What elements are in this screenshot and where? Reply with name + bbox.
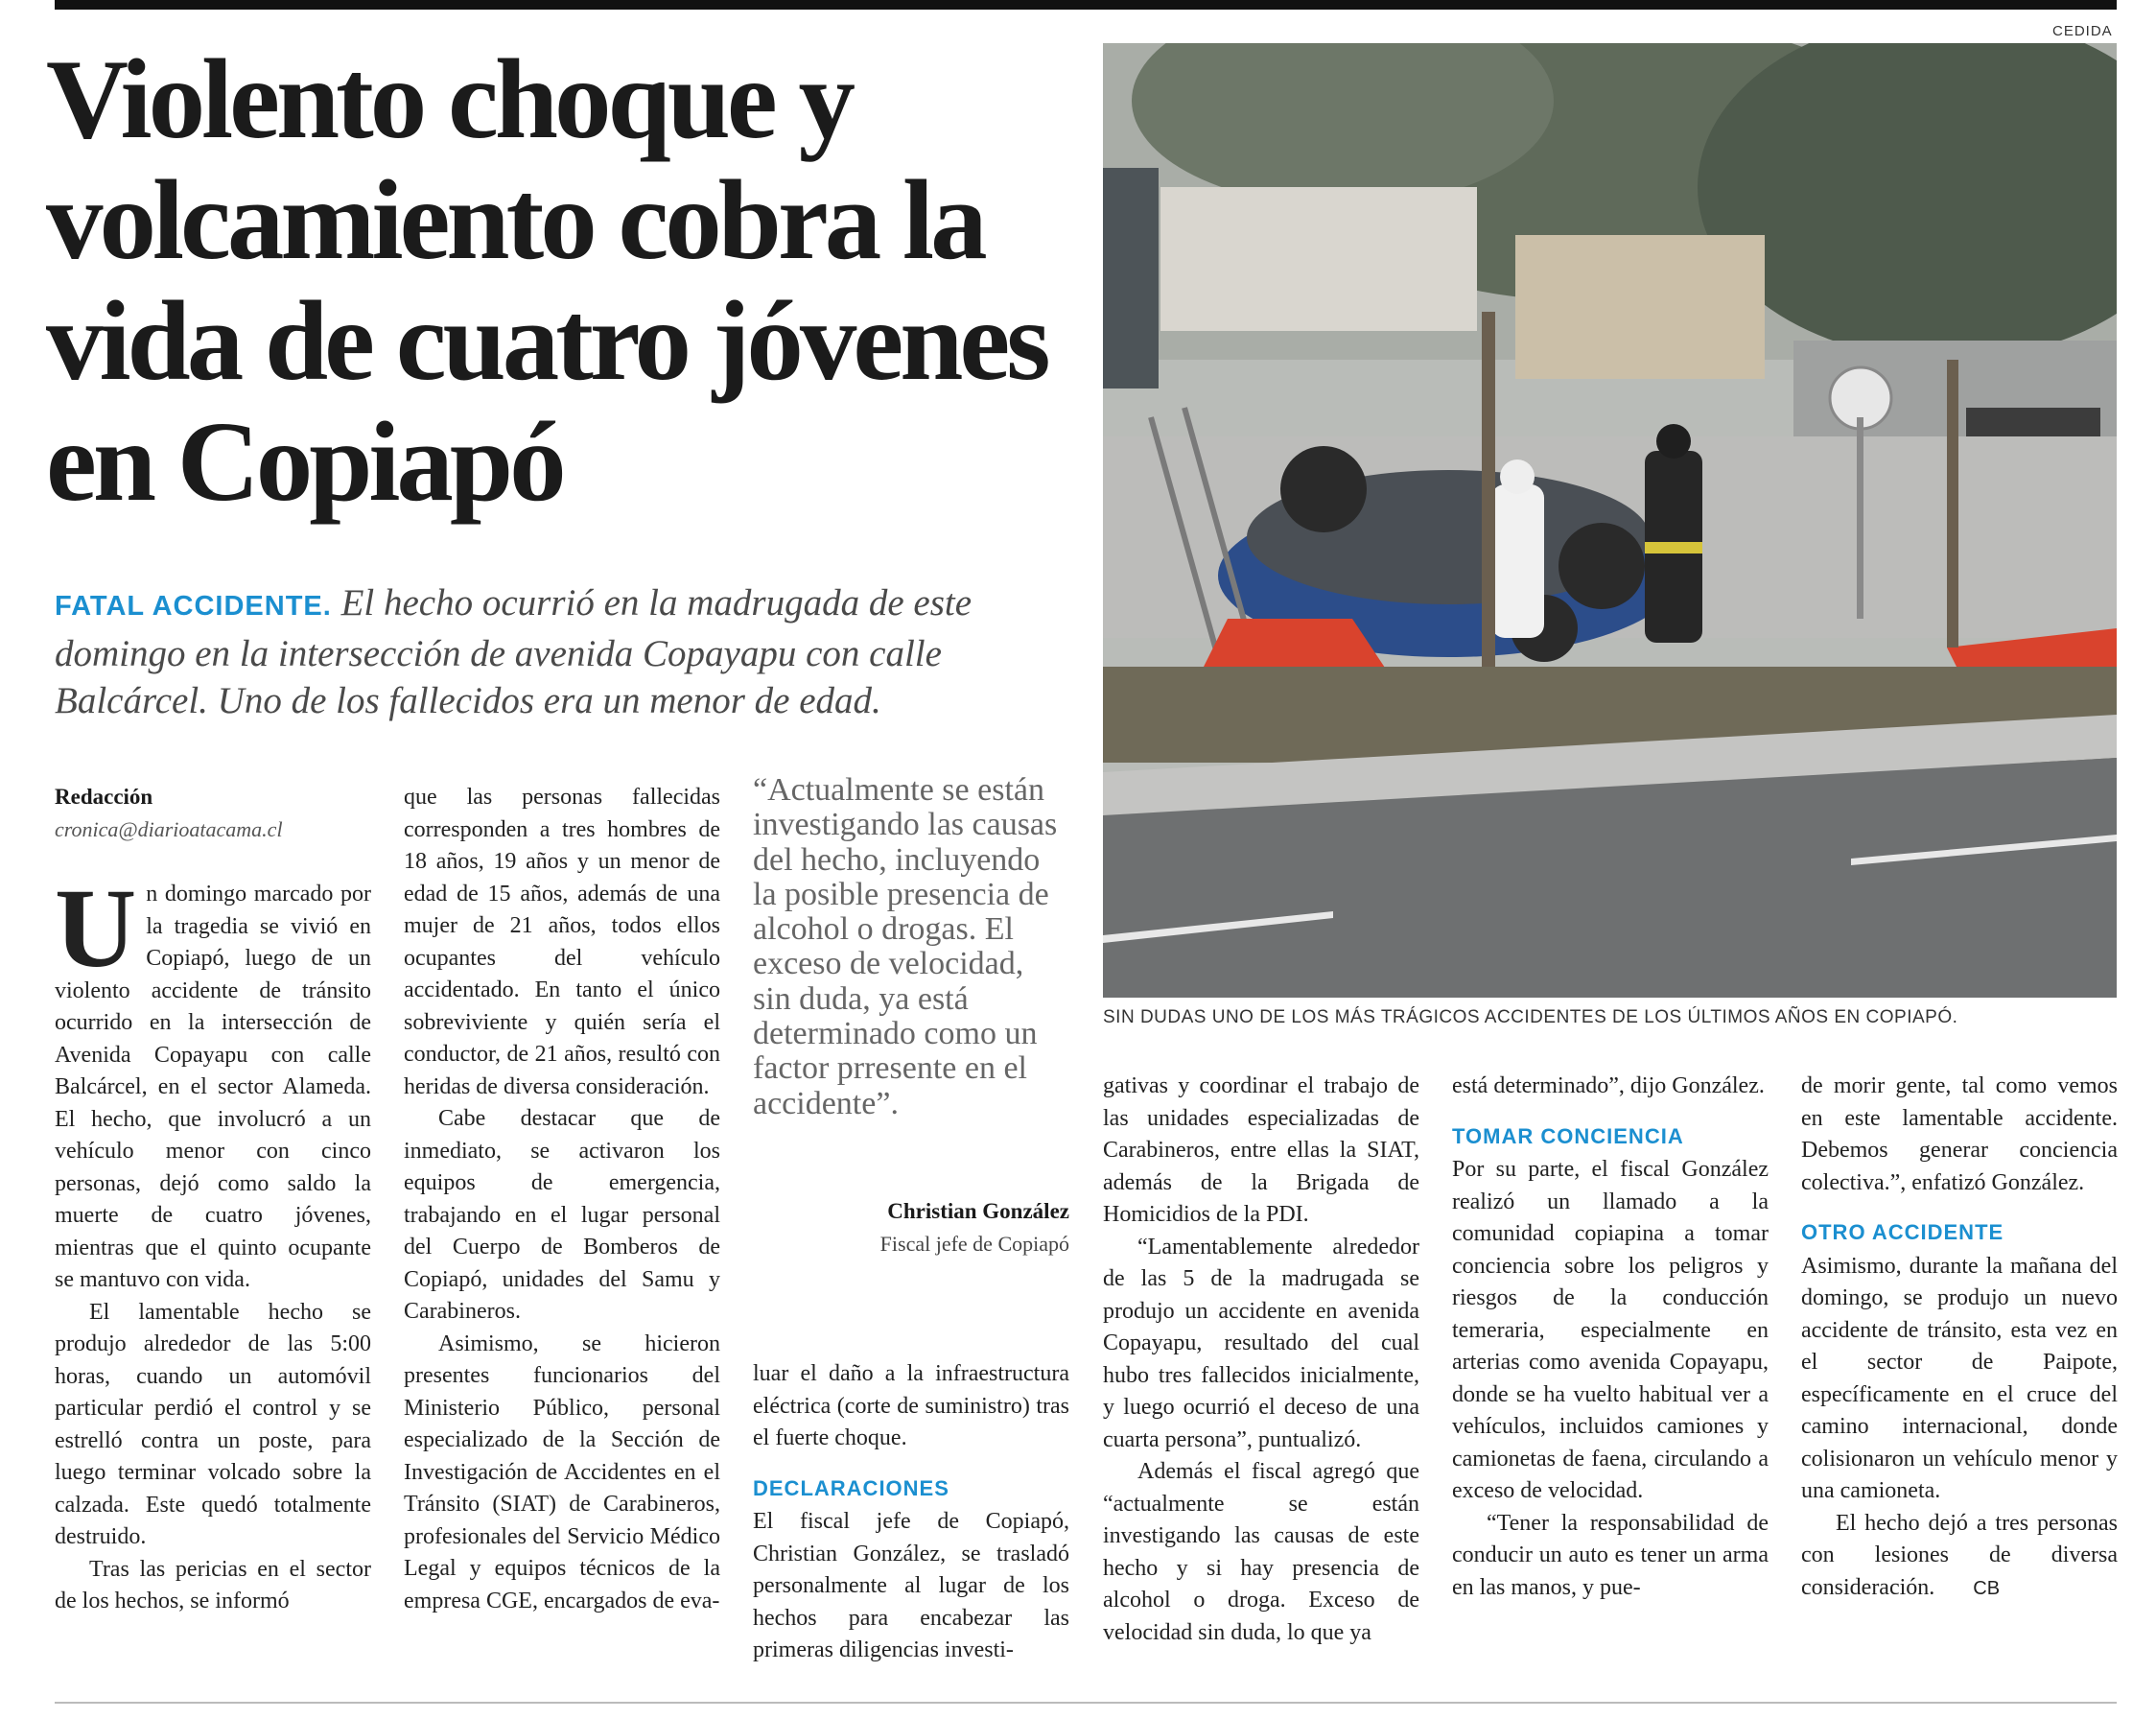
- final-paragraph-text: El hecho dejó a tres personas con lesiones de diversa consideración.: [1801, 1510, 2118, 1600]
- body-paragraph: Un domingo marcado por la tragedia se vivió en Copiapó, luego de un violento accidente de tránsito ocurrido en la intersección de Avenida Copayapu con calle Balcárcel, en el sector Alameda. El hecho, que involucró a un vehículo menor con cinco personas, dejó como saldo la muerte de cuatro jóvenes, mientras que el quinto ocupante se mantuvo con vida.: [55, 865, 371, 1292]
- bottom-rule: [55, 1702, 2117, 1704]
- accident-photo-illustration: [1103, 43, 2117, 998]
- body-paragraph: Cabe destacar que de inmediato, se activaron los equipos de emergencia, trabajando en el lugar personal del Cuerpo de Bomberos de Copiapó, unidades del Samu y Carabineros.: [404, 1106, 720, 1324]
- lead-text: El hecho ocurrió en la madrugada de este domingo en la intersección de avenida Copayapu con calle Balcárcel. Uno de los fallecidos era un menor de edad.: [55, 582, 973, 721]
- body-paragraph: que las personas fallecidas corresponden a tres hombres de 18 años, 19 años y un menor de edad de 15 años, además de una mujer de 21 años, todos ellos ocupantes del vehículo accidentado. En tanto el único sobreviviente y quién sería el conductor, de 21 años, resultó con heridas de diversa consideración.: [404, 785, 720, 1099]
- pull-quote: “Actualmente se están investigando las causas del hecho, incluyendo la posible presencia de alcohol o drogas. El exceso de velocidad, sin duda, ya está determinado como un factor prresente en el accidente”.: [753, 772, 1058, 1121]
- body-paragraph: “Tener la responsabilidad de conducir un auto es tener un arma en las manos, y pue-: [1452, 1510, 1769, 1600]
- body-paragraph: Asimismo, durante la mañana del domingo, se produjo un nuevo accidente de tránsito, esta vez en el sector de Paipote, específicamente en el cruce del camino internacional, donde colisionaron un vehículo menor y una camioneta.: [1801, 1253, 2118, 1503]
- body-paragraph: “Lamentablemente alrededor de las 5 de la madrugada se produjo un accidente en avenida Copayapu, resultado del cual hubo tres fallecidos inicialmente, y luego ocurrió el deceso de una cuarta persona”, puntualizó.: [1103, 1234, 1419, 1452]
- byline: Redacción: [55, 785, 153, 809]
- photo-credit: CEDIDA: [2052, 23, 2113, 39]
- lead-kicker: FATAL ACCIDENTE.: [55, 591, 332, 622]
- subheading-tomar-conciencia: TOMAR CONCIENCIA: [1452, 1123, 1684, 1148]
- column-3: [753, 1358, 1069, 1667]
- column-1: [55, 865, 371, 1618]
- body-paragraph: [1801, 1508, 2118, 1606]
- body-paragraph: El fiscal jefe de Copiapó, Christian González, se trasladó personalmente al lugar de los hechos para encabezar las primeras diligencias investi-: [753, 1509, 1069, 1662]
- headline: Violento choque y volcamiento cobra la vida de cuatro jóvenes en Copiapó: [46, 35, 1047, 525]
- column-4: [1103, 1071, 1419, 1649]
- body-paragraph: Por su parte, el fiscal González realizó un llamado a la comunidad copiapina a tomar conciencia sobre los peligros y riesgos de la conducción temeraria, especialmente en arterias como avenida Copayapu, donde se ha vuelto habitual ver a vehículos, incluidos camiones y camionetas de faena, circulando a exceso de velocidad.: [1452, 1157, 1769, 1503]
- body-paragraph: gativas y coordinar el trabajo de las unidades especializadas de Carabineros, entre ellas la SIAT, además de la Brigada de Homicidios de la PDI.: [1103, 1073, 1419, 1227]
- body-paragraph: Asimismo, se hicieron presentes funcionarios del Ministerio Público, personal especializado de la Sección de Investigación de Accidentes en el Tránsito (SIAT) de Carabineros, profesionales del Servicio Médico Legal y equipos técnicos de la empresa CGE, encargados de eva-: [404, 1330, 720, 1613]
- top-rule: [55, 0, 2117, 10]
- author-email: cronica@diarioatacama.cl: [55, 817, 283, 841]
- quote-role: Fiscal jefe de Copiapó: [879, 1232, 1069, 1256]
- body-paragraph: El lamentable hecho se produjo alrededor de las 5:00 horas, cuando un automóvil particular perdió el control y se estrelló contra un poste, para luego terminar volcado sobre la calzada. Este quedó totalmente destruido.: [55, 1299, 371, 1549]
- end-mark: CB: [1973, 1577, 2001, 1599]
- column-6: [1801, 1071, 2118, 1605]
- body-paragraph: está determinado”, dijo González.: [1452, 1073, 1765, 1098]
- quote-name: Christian González: [887, 1199, 1069, 1223]
- photo-caption: SIN DUDAS UNO DE LOS MÁS TRÁGICOS ACCIDENTES DE LOS ÚLTIMOS AÑOS EN COPIAPÓ.: [1103, 1007, 1958, 1027]
- body-paragraph: Además el fiscal agregó que “actualmente se están investigando las causas de este hecho y si hay presencia de alcohol o droga. Exceso de velocidad sin duda, lo que ya: [1103, 1459, 1419, 1645]
- body-paragraph: luar el daño a la infraestructura eléctrica (corte de suministro) tras el fuerte choque.: [753, 1361, 1069, 1450]
- lead: [55, 579, 1071, 724]
- subheading-declaraciones: DECLARACIONES: [753, 1475, 949, 1500]
- subheading-otro-accidente: OTRO ACCIDENTE: [1801, 1220, 2004, 1244]
- column-2: [404, 782, 720, 1617]
- column-5: [1452, 1071, 1769, 1604]
- body-paragraph: de morir gente, tal como vemos en este lamentable accidente. Debemos generar conciencia colectiva.”, enfatizó González.: [1801, 1073, 2118, 1195]
- accident-photo: [1103, 43, 2117, 998]
- body-paragraph: Tras las pericias en el sector de los hechos, se informó: [55, 1556, 371, 1613]
